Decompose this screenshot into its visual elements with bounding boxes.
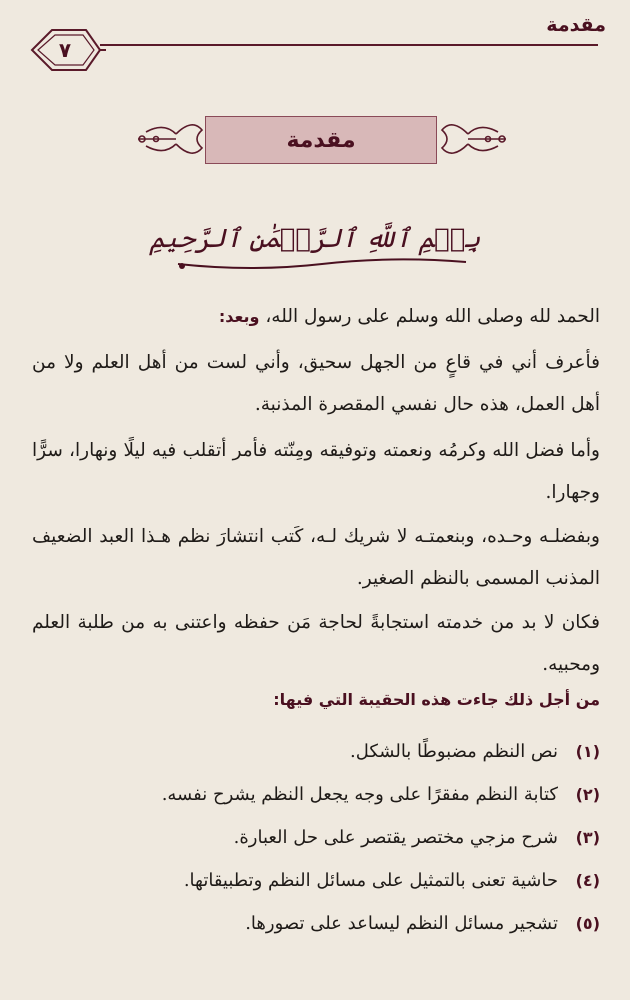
list-item-number: (٤)	[575, 871, 600, 890]
list-item	[32, 773, 600, 816]
paragraph-text: وبفضلـه وحـده، وبنعمتـه لا شريك لـه، كَتب انتشارَ نظم هـذا العبد الضعيف المذنب المسمى بالنظم الصغير.	[32, 526, 600, 589]
page-number: ٧	[58, 38, 72, 62]
list-item-text: شرح مزجي مختصر يقتصر على حل العبارة.	[233, 827, 558, 848]
basmala-flourish	[172, 252, 472, 274]
list-item	[32, 859, 600, 902]
section-title: مقدمة	[286, 127, 356, 153]
list-item-number: (٣)	[575, 828, 600, 847]
list-heading: من أجل ذلك جاءت هذه الحقيبة التي فيها:	[273, 690, 600, 709]
list-item	[32, 816, 600, 859]
basmala: بِسۡمِ ٱللَّهِ ٱلرَّحۡمَٰنِ ٱلرَّحِيمِ	[149, 224, 481, 254]
paragraph-opening	[32, 296, 600, 338]
list-item-text: كتابة النظم مفقرًا على وجه يجعل النظم يشرح نفسه.	[161, 784, 558, 805]
list-item-number: (٢)	[575, 785, 600, 804]
list-item-number: (١)	[575, 742, 600, 761]
section-title-box	[205, 116, 437, 164]
paragraph-emphasis: وبعد:	[218, 307, 260, 326]
running-header-title: مقدمة	[546, 14, 606, 36]
header-rule	[100, 44, 598, 46]
list-item-text: نص النظم مضبوطًا بالشكل.	[349, 741, 558, 762]
contents-list	[32, 730, 600, 945]
paragraph-text: وأما فضل الله وكرمُه ونعمته وتوفيقه ومِنّته فأمر أتقلب فيه ليلًا ونهارا، سرًّا وجهارا.	[32, 440, 600, 503]
list-item	[32, 902, 600, 945]
list-item	[32, 730, 600, 773]
list-item-text: حاشية تعنى بالتمثيل على مسائل النظم وتطبيقاتها.	[183, 870, 558, 891]
list-item-text: تشجير مسائل النظم ليساعد على تصورها.	[245, 913, 558, 934]
list-item-number: (٥)	[575, 914, 600, 933]
paragraph-text: فأعرف أني في قاعٍ من الجهل سحيق، وأني لست من أهل العلم ولا من أهل العمل، هذه حال نفسي المقصرة المذنبة.	[32, 352, 600, 415]
paragraph-text: الحمد لله وصلى الله وسلم على رسول الله،	[259, 306, 600, 327]
paragraph-text: فكان لا بد من خدمته استجابةً لحاجة مَن حفظه واعتنى به من طلبة العلم ومحبيه.	[32, 612, 600, 675]
